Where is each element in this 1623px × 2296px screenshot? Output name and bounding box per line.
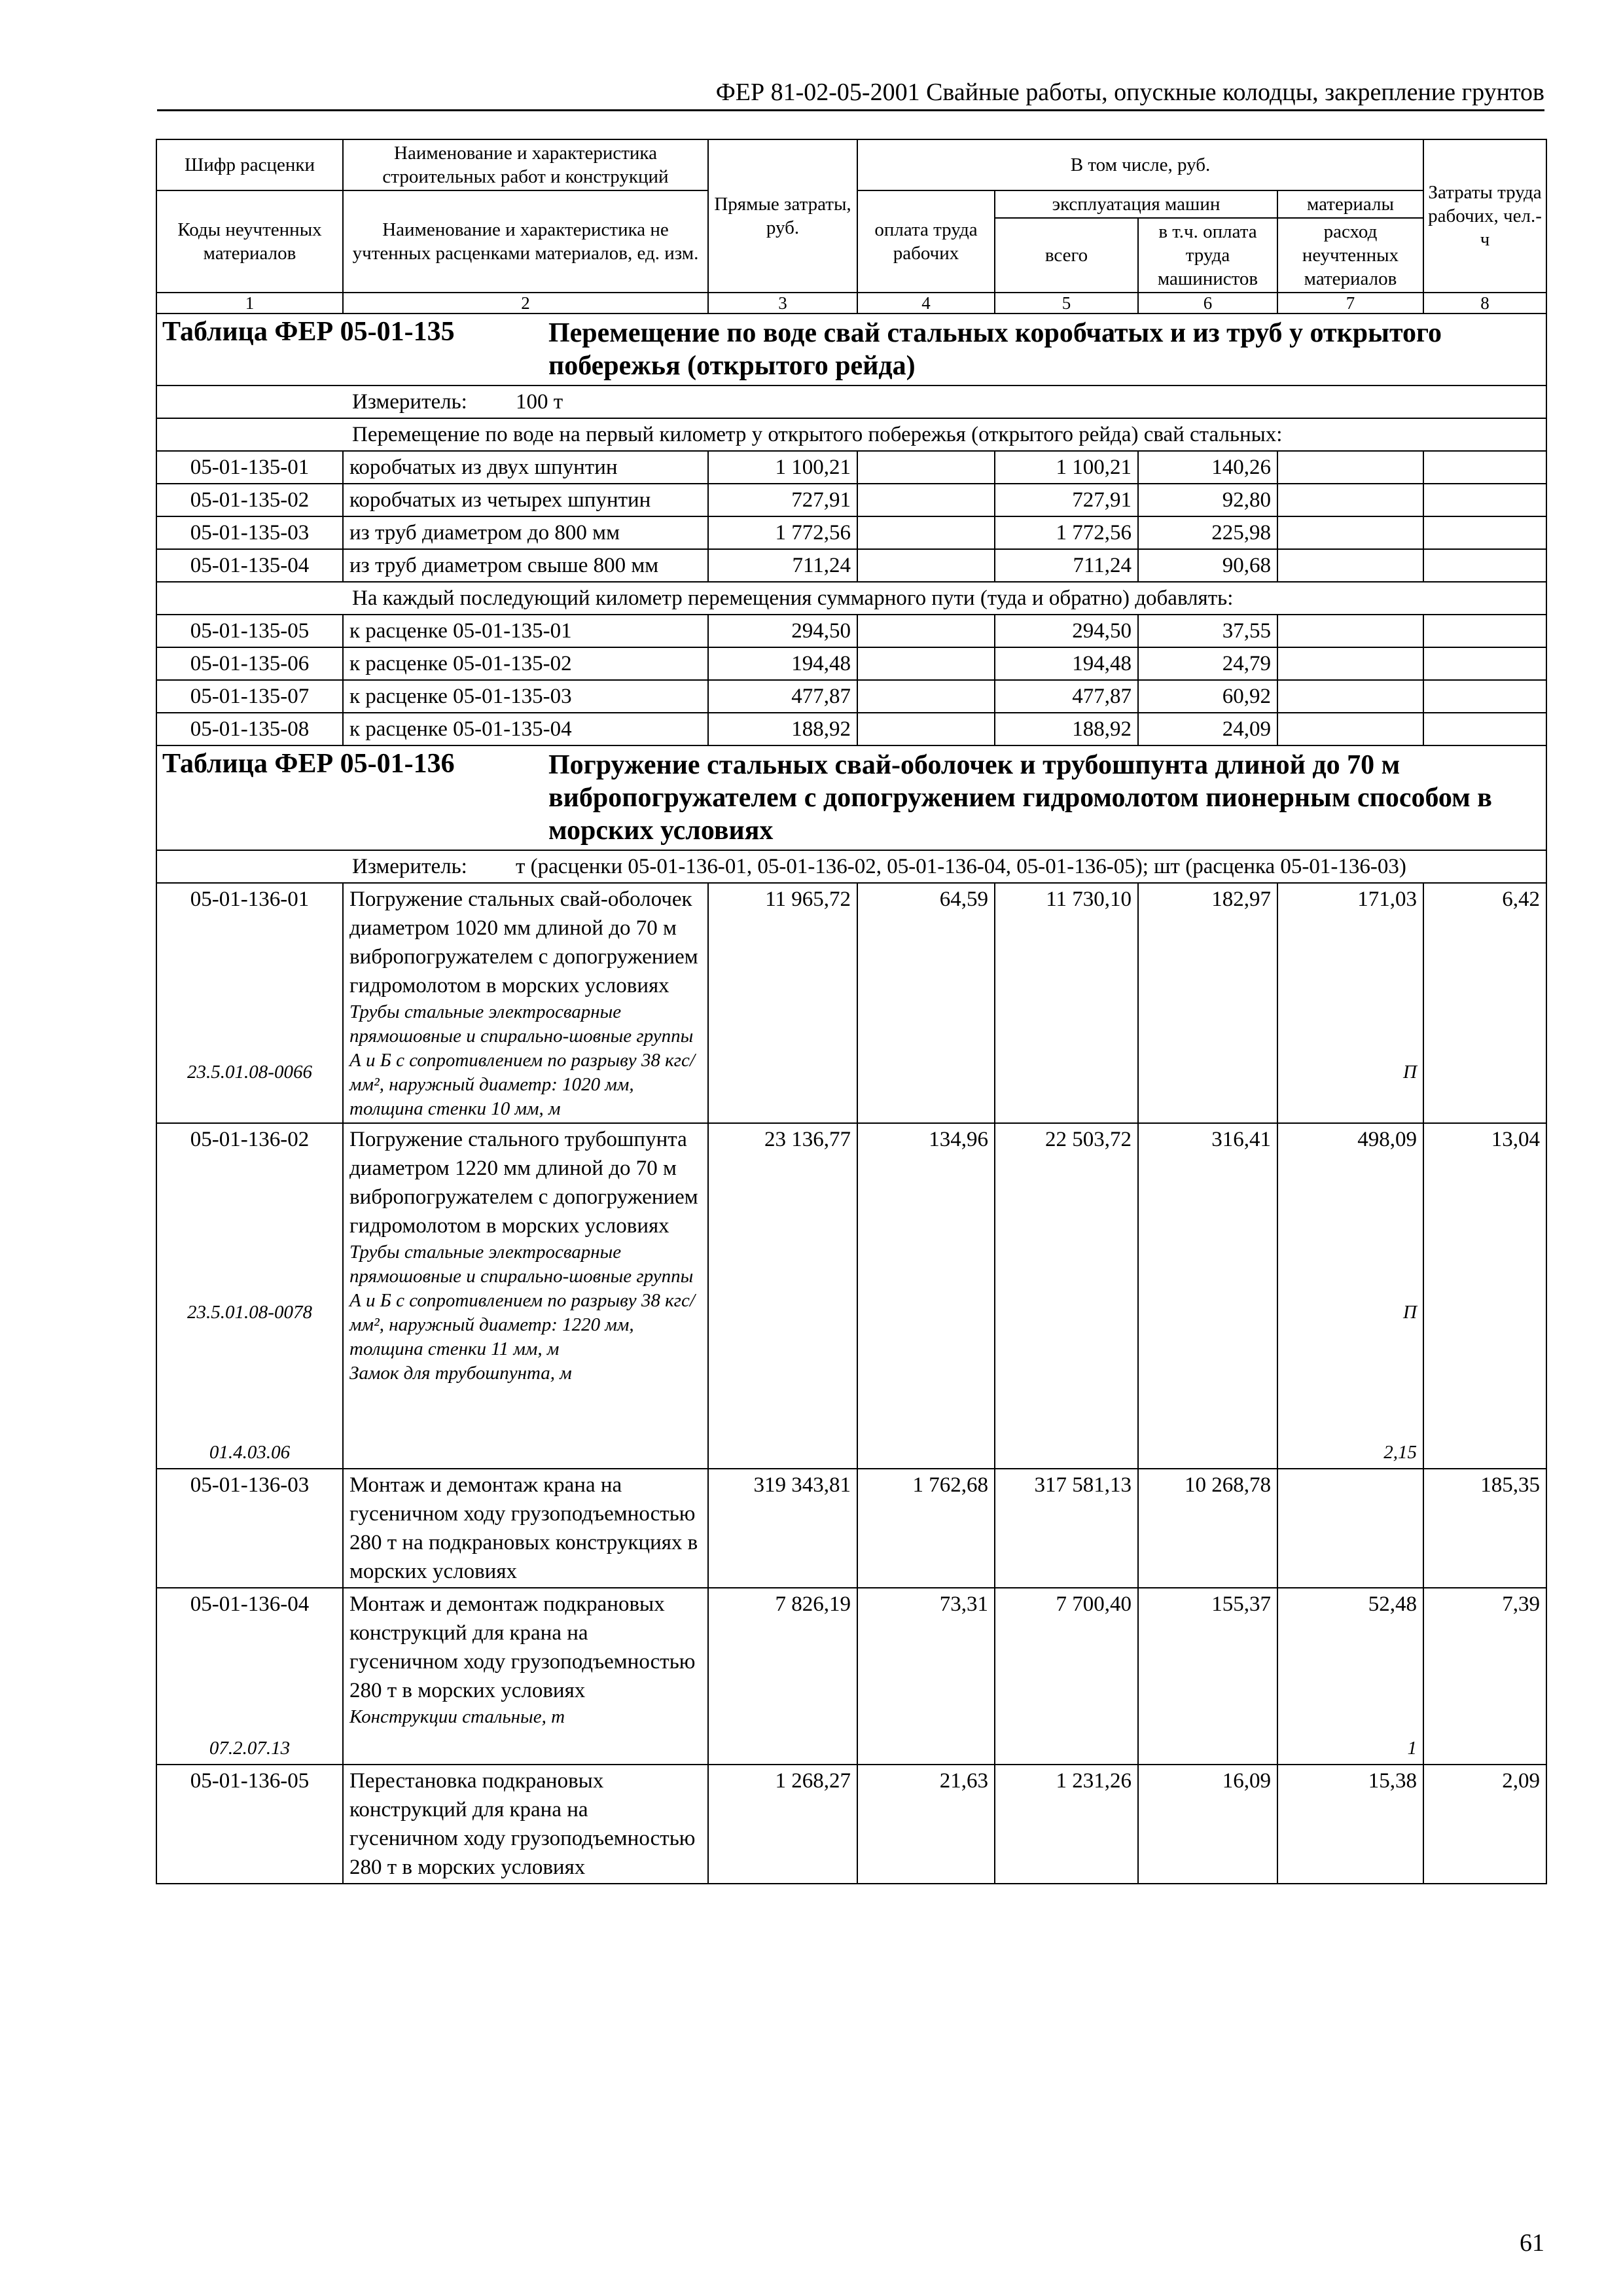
section-title-136 xyxy=(156,745,1546,850)
machines-total: 477,87 xyxy=(995,680,1138,713)
labor: 7,39 xyxy=(1423,1588,1546,1765)
wages xyxy=(857,549,995,582)
subheading-row xyxy=(156,582,1546,615)
running-header: ФЕР 81-02-05-2001 Свайные работы, опускные колодцы, закрепление грунтов xyxy=(715,79,1544,106)
direct-cost: 711,24 xyxy=(708,549,857,582)
machines-total: 22 503,72 xyxy=(995,1123,1138,1469)
materials xyxy=(1277,647,1423,680)
rate-name: Монтаж и демонтаж крана на гусеничном ходу грузоподъемностью 280 т на подкрановых конструкциях в морских условиях xyxy=(343,1469,708,1588)
wages: 21,63 xyxy=(857,1765,995,1884)
material-code: 23.5.01.08-0078 xyxy=(187,1302,312,1323)
table-description: Перемещение по воде свай стальных коробчатых и из труб у открытого побережья (открытого рейда) xyxy=(548,318,1442,381)
rate-code: 05-01-135-08 xyxy=(156,713,343,745)
meter-label: Измеритель: xyxy=(352,390,467,414)
machines-wages: 60,92 xyxy=(1138,680,1277,713)
material-qty: П xyxy=(1403,1062,1417,1083)
labor xyxy=(1423,516,1546,549)
materials xyxy=(1277,549,1423,582)
materials: 498,09 xyxy=(1357,1128,1417,1151)
col-num: 6 xyxy=(1138,293,1277,314)
hdr-incl: В том числе, руб. xyxy=(857,139,1423,190)
machines-total: 1 231,26 xyxy=(995,1765,1138,1884)
labor xyxy=(1423,549,1546,582)
machines-wages: 225,98 xyxy=(1138,516,1277,549)
wages: 64,59 xyxy=(857,883,995,1123)
rate-code: 05-01-136-04 xyxy=(190,1592,310,1616)
hdr-direct: Прямые затраты, руб. xyxy=(708,139,857,293)
column-numbers-row xyxy=(156,293,1546,314)
material-name: Замок для трубошпунта, м xyxy=(349,1363,572,1384)
labor xyxy=(1423,680,1546,713)
hdr-machines-total: всего xyxy=(995,218,1138,293)
meter-label: Измеритель: xyxy=(352,855,467,878)
machines-wages: 10 268,78 xyxy=(1138,1469,1277,1588)
rate-code: 05-01-135-02 xyxy=(156,484,343,516)
wages xyxy=(857,615,995,647)
wages: 134,96 xyxy=(857,1123,995,1469)
rate-code: 05-01-135-01 xyxy=(156,451,343,484)
materials xyxy=(1277,451,1423,484)
hdr-labor: Затраты труда рабочих, чел.-ч xyxy=(1423,139,1546,293)
table-description: Погружение стальных свай-оболочек и трубошпунта длиной до 70 м вибропогружателем с допогружением гидромолотом пионерным способом в морских условиях xyxy=(548,750,1492,846)
col-num: 7 xyxy=(1277,293,1423,314)
hdr-machines-wages: в т.ч. оплата труда машинистов xyxy=(1138,218,1277,293)
machines-wages: 90,68 xyxy=(1138,549,1277,582)
rate-name: Монтаж и демонтаж подкрановых конструкций для крана на гусеничном ходу грузоподъемностью 280 т в морских условиях xyxy=(349,1592,696,1702)
machines-wages: 316,41 xyxy=(1138,1123,1277,1469)
col-num: 8 xyxy=(1423,293,1546,314)
rate-name: к расценке 05-01-135-03 xyxy=(343,680,708,713)
direct-cost: 194,48 xyxy=(708,647,857,680)
meter-value: т (расценки 05-01-136-01, 05-01-136-02, 05-01-136-04, 05-01-136-05); шт (расценка 05-01-136-03) xyxy=(516,855,1406,878)
materials xyxy=(1277,1469,1423,1588)
machines-total: 11 730,10 xyxy=(995,883,1138,1123)
machines-total: 727,91 xyxy=(995,484,1138,516)
material-code: 07.2.07.13 xyxy=(209,1738,291,1759)
header-rule xyxy=(157,109,1544,111)
wages xyxy=(857,484,995,516)
wages xyxy=(857,713,995,745)
rate-code: 05-01-135-06 xyxy=(156,647,343,680)
direct-cost: 319 343,81 xyxy=(708,1469,857,1588)
direct-cost: 727,91 xyxy=(708,484,857,516)
material-qty: 2,15 xyxy=(1383,1442,1417,1463)
machines-wages: 37,55 xyxy=(1138,615,1277,647)
direct-cost: 23 136,77 xyxy=(708,1123,857,1469)
table-row xyxy=(156,451,1546,484)
hdr-machines: эксплуатация машин xyxy=(995,190,1277,218)
material-name: Трубы стальные электросварные прямошовные и спирально-шовные группы А и Б с сопротивлением по разрыву 38 кгс/мм², наружный диаметр: 1020 мм, толщина стенки 10 мм, м xyxy=(349,1001,695,1119)
hdr-name: Наименование и характеристика строительных работ и конструкций xyxy=(343,139,708,190)
header-row-1 xyxy=(156,139,1546,190)
material-qty: П xyxy=(1403,1302,1417,1323)
table-name: Таблица ФЕР 05-01-136 xyxy=(162,749,455,779)
machines-total: 294,50 xyxy=(995,615,1138,647)
table-row xyxy=(156,883,1546,1123)
wages xyxy=(857,516,995,549)
machines-total: 1 100,21 xyxy=(995,451,1138,484)
machines-wages: 155,37 xyxy=(1138,1588,1277,1765)
hdr-code: Шифр расценки xyxy=(156,139,343,190)
hdr-codes-materials: Коды неучтенных материалов xyxy=(156,190,343,293)
rate-code: 05-01-136-05 xyxy=(156,1765,343,1884)
table-row xyxy=(156,516,1546,549)
col-num: 1 xyxy=(156,293,343,314)
materials xyxy=(1277,680,1423,713)
wages xyxy=(857,647,995,680)
rate-name: коробчатых из двух шпунтин xyxy=(343,451,708,484)
table-row xyxy=(156,549,1546,582)
rate-code: 05-01-136-02 xyxy=(190,1128,310,1151)
labor xyxy=(1423,484,1546,516)
rate-name: Погружение стального трубошпунта диаметром 1220 мм длиной до 70 м вибропогружателем с допогружением гидромолотом в морских условиях xyxy=(349,1128,698,1238)
machines-wages: 182,97 xyxy=(1138,883,1277,1123)
table-row xyxy=(156,1123,1546,1469)
materials: 15,38 xyxy=(1277,1765,1423,1884)
rate-name: к расценке 05-01-135-02 xyxy=(343,647,708,680)
hdr-materials: материалы xyxy=(1277,190,1423,218)
labor: 185,35 xyxy=(1423,1469,1546,1588)
labor: 2,09 xyxy=(1423,1765,1546,1884)
hdr-wages: оплата труда рабочих xyxy=(857,190,995,293)
table-row xyxy=(156,1469,1546,1588)
table-row xyxy=(156,484,1546,516)
meter-row-135 xyxy=(156,386,1546,418)
col-num: 4 xyxy=(857,293,995,314)
direct-cost: 7 826,19 xyxy=(708,1588,857,1765)
labor xyxy=(1423,615,1546,647)
rate-name: из труб диаметром до 800 мм xyxy=(343,516,708,549)
material-name: Трубы стальные электросварные прямошовные и спирально-шовные группы А и Б с сопротивлением по разрыву 38 кгс/мм², наружный диаметр: 1220 мм, толщина стенки 11 мм, м xyxy=(349,1242,695,1359)
direct-cost: 11 965,72 xyxy=(708,883,857,1123)
rate-name: к расценке 05-01-135-01 xyxy=(343,615,708,647)
material-code: 23.5.01.08-0066 xyxy=(187,1062,312,1083)
col-num: 3 xyxy=(708,293,857,314)
labor xyxy=(1423,647,1546,680)
machines-total: 7 700,40 xyxy=(995,1588,1138,1765)
rate-code: 05-01-135-05 xyxy=(156,615,343,647)
labor xyxy=(1423,451,1546,484)
meter-row-136 xyxy=(156,850,1546,883)
section-title-135 xyxy=(156,314,1546,386)
col-num: 5 xyxy=(995,293,1138,314)
machines-total: 194,48 xyxy=(995,647,1138,680)
labor: 6,42 xyxy=(1423,883,1546,1123)
labor xyxy=(1423,713,1546,745)
hdr-materials-sub: расход неучтенных материалов xyxy=(1277,218,1423,293)
hdr-name-materials: Наименование и характеристика не учтенных расценками материалов, ед. изм. xyxy=(343,190,708,293)
rate-code: 05-01-136-01 xyxy=(190,888,310,911)
direct-cost: 1 772,56 xyxy=(708,516,857,549)
machines-wages: 24,79 xyxy=(1138,647,1277,680)
machines-wages: 24,09 xyxy=(1138,713,1277,745)
direct-cost: 294,50 xyxy=(708,615,857,647)
rates-table xyxy=(156,139,1547,1884)
table-row xyxy=(156,713,1546,745)
direct-cost: 1 268,27 xyxy=(708,1765,857,1884)
direct-cost: 1 100,21 xyxy=(708,451,857,484)
materials xyxy=(1277,484,1423,516)
meter-value: 100 т xyxy=(516,390,563,414)
labor: 13,04 xyxy=(1423,1123,1546,1469)
rate-code: 05-01-135-04 xyxy=(156,549,343,582)
rate-code: 05-01-135-07 xyxy=(156,680,343,713)
materials: 171,03 xyxy=(1357,888,1417,911)
table-row xyxy=(156,647,1546,680)
materials xyxy=(1277,713,1423,745)
table-row xyxy=(156,615,1546,647)
rate-name: коробчатых из четырех шпунтин xyxy=(343,484,708,516)
table-name: Таблица ФЕР 05-01-135 xyxy=(162,317,455,347)
machines-total: 711,24 xyxy=(995,549,1138,582)
rate-name: Перестановка подкрановых конструкций для крана на гусеничном ходу грузоподъемностью 280 т в морских условиях xyxy=(343,1765,708,1884)
table-row xyxy=(156,1765,1546,1884)
materials xyxy=(1277,615,1423,647)
machines-wages: 140,26 xyxy=(1138,451,1277,484)
material-qty: 1 xyxy=(1407,1738,1417,1759)
direct-cost: 477,87 xyxy=(708,680,857,713)
table-row xyxy=(156,1588,1546,1765)
rate-code: 05-01-136-03 xyxy=(156,1469,343,1588)
machines-wages: 16,09 xyxy=(1138,1765,1277,1884)
machines-total: 188,92 xyxy=(995,713,1138,745)
wages: 73,31 xyxy=(857,1588,995,1765)
page-number: 61 xyxy=(1520,2229,1544,2257)
table-row xyxy=(156,680,1546,713)
machines-total: 1 772,56 xyxy=(995,516,1138,549)
rate-code: 05-01-135-03 xyxy=(156,516,343,549)
wages xyxy=(857,680,995,713)
rate-name: Погружение стальных свай-оболочек диаметром 1020 мм длиной до 70 м вибропогружателем с допогружением гидромолотом в морских условиях xyxy=(349,888,698,997)
materials: 52,48 xyxy=(1368,1592,1417,1616)
rate-name: из труб диаметром свыше 800 мм xyxy=(343,549,708,582)
wages xyxy=(857,451,995,484)
rate-name: к расценке 05-01-135-04 xyxy=(343,713,708,745)
subheading: На каждый последующий километр перемещения суммарного пути (туда и обратно) добавлять: xyxy=(156,582,1546,615)
material-code: 01.4.03.06 xyxy=(209,1442,291,1463)
material-name: Конструкции стальные, т xyxy=(349,1706,565,1727)
col-num: 2 xyxy=(343,293,708,314)
materials xyxy=(1277,516,1423,549)
subheading-row xyxy=(156,418,1546,451)
subheading: Перемещение по воде на первый километр у открытого побережья (открытого рейда) свай стальных: xyxy=(156,418,1546,451)
direct-cost: 188,92 xyxy=(708,713,857,745)
machines-wages: 92,80 xyxy=(1138,484,1277,516)
wages: 1 762,68 xyxy=(857,1469,995,1588)
machines-total: 317 581,13 xyxy=(995,1469,1138,1588)
